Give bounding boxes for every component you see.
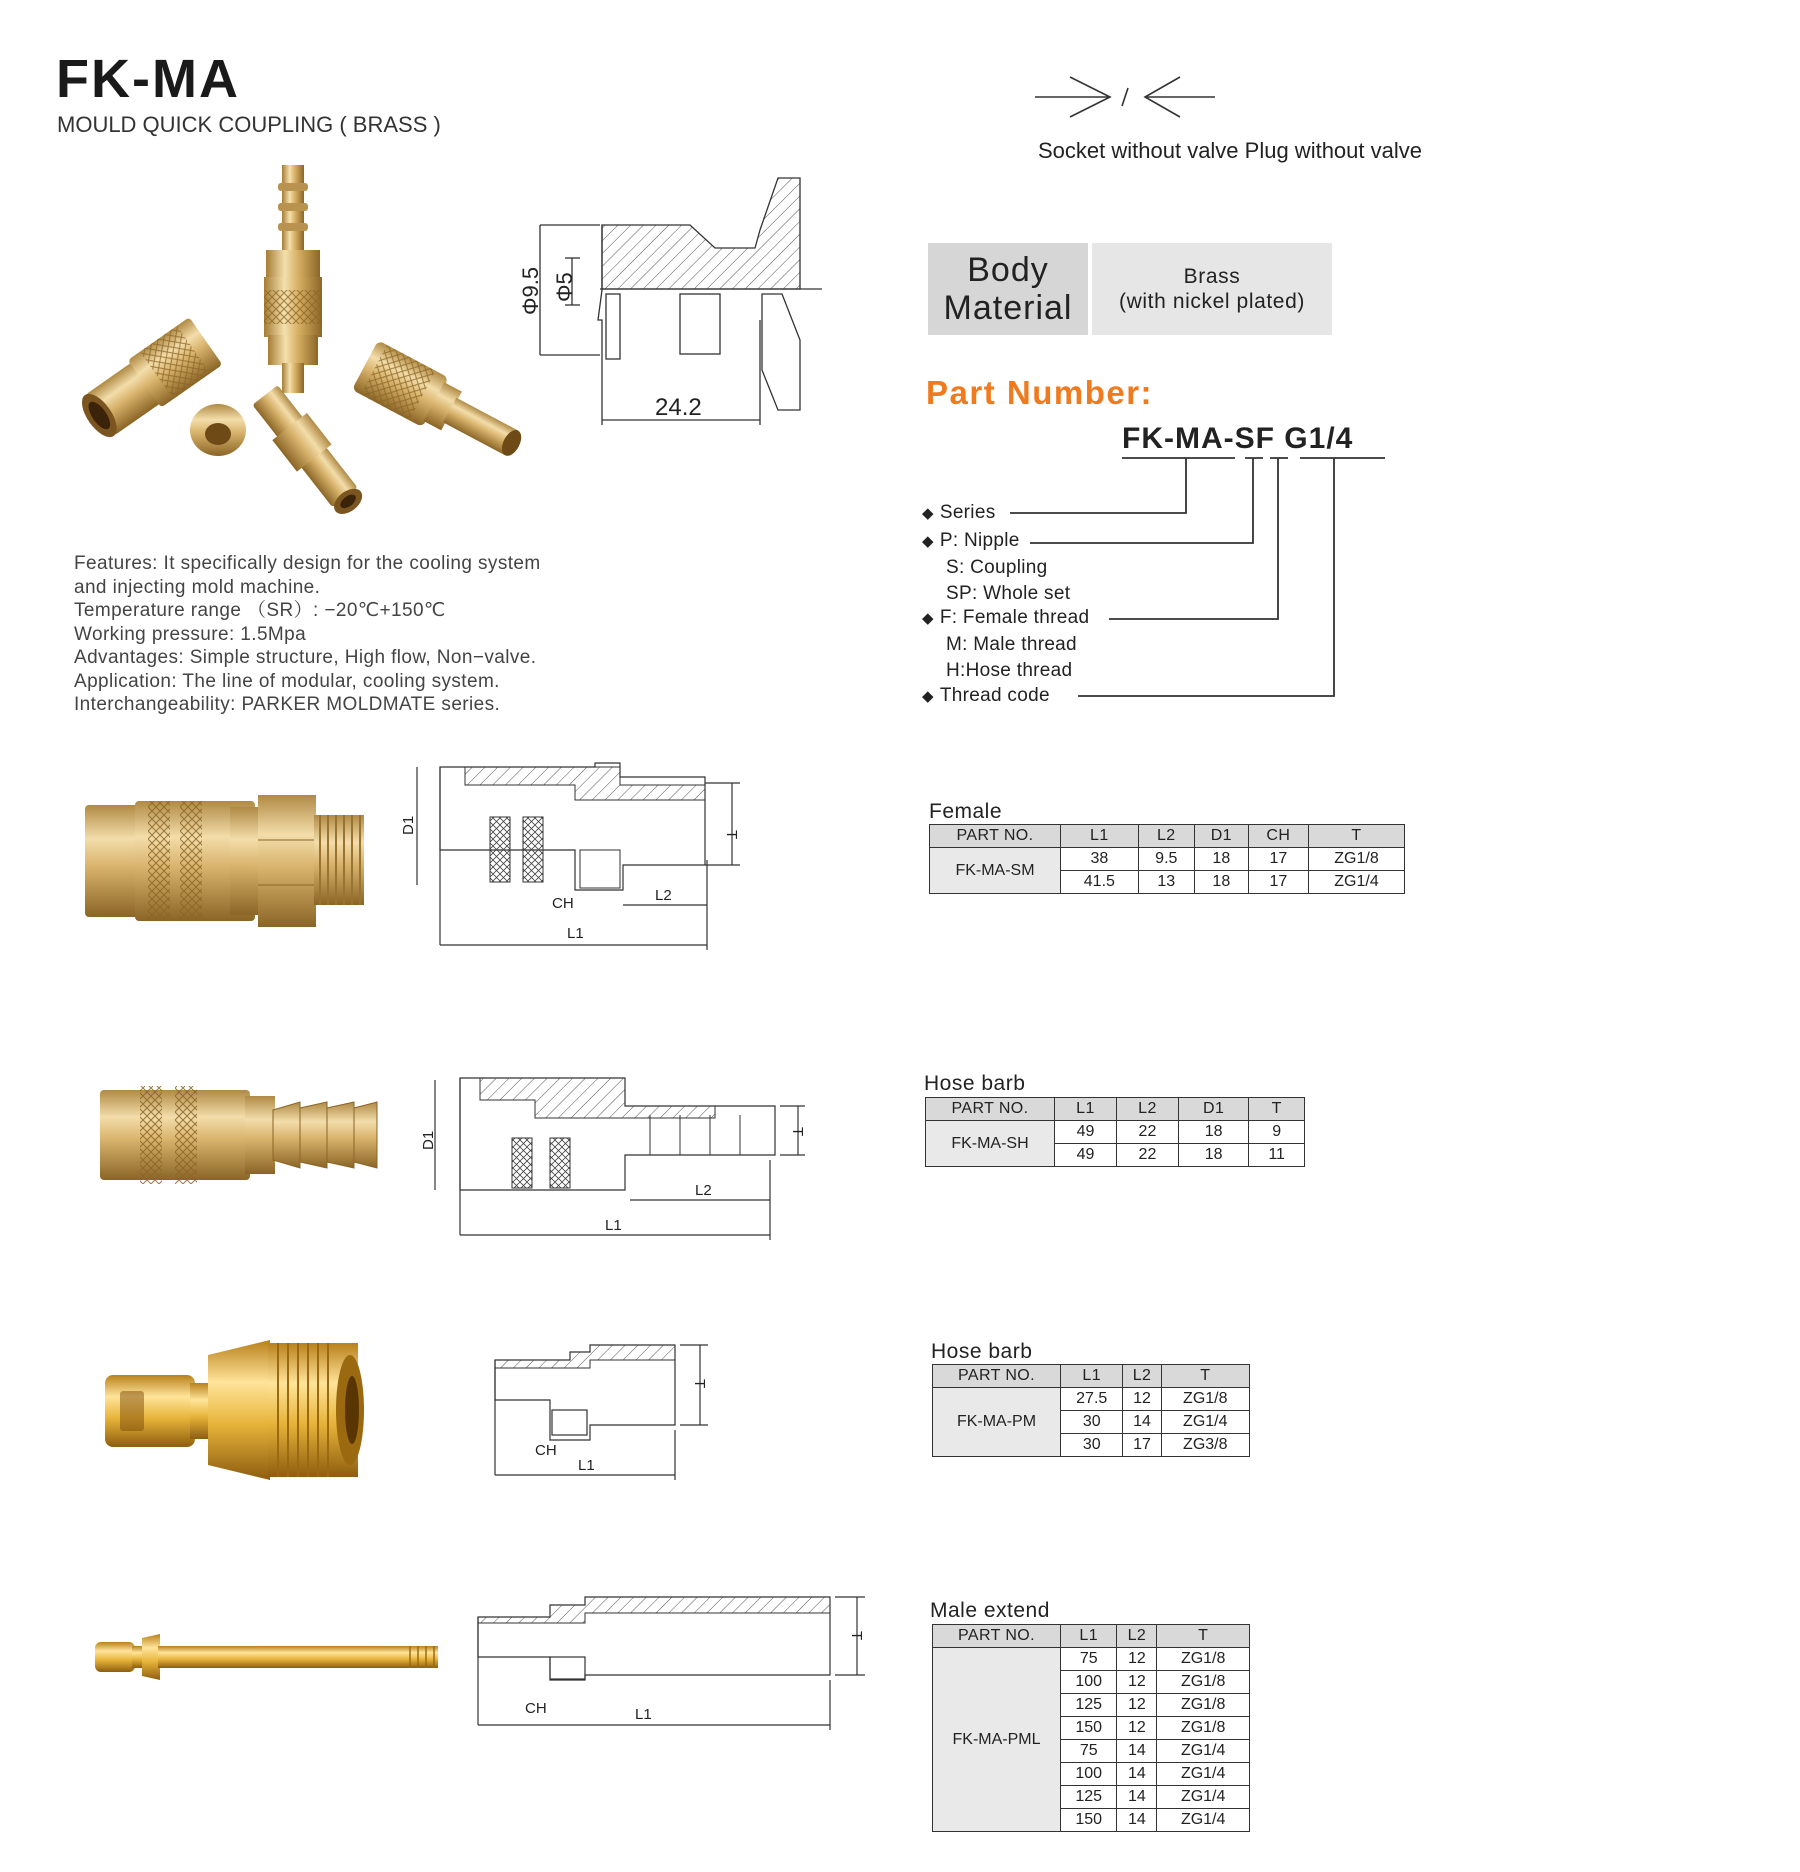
legend-item-6: H:Hose thread: [946, 660, 1073, 681]
table-header: L2: [1123, 1365, 1161, 1388]
table-header: L2: [1116, 1098, 1178, 1121]
label-l2: L2: [655, 887, 672, 904]
table-cell: 30: [1061, 1434, 1123, 1457]
table-cell: 18: [1194, 871, 1248, 894]
spec-table-plug-male: [932, 1364, 1250, 1457]
table-title-hose-barb-socket: Hose barb: [924, 1072, 1026, 1095]
table-cell: 9.5: [1138, 848, 1194, 871]
features-line: Interchangeability: PARKER MOLDMATE series.: [74, 694, 501, 715]
table-row: [933, 1388, 1250, 1411]
table-cell: 17: [1248, 848, 1308, 871]
table-header: PART NO.: [930, 825, 1061, 848]
hose-barb-socket-photo: [95, 1080, 385, 1190]
table-cell: 18: [1178, 1144, 1248, 1167]
table-title-plug-male: Hose barb: [931, 1340, 1033, 1363]
table-cell: ZG1/4: [1157, 1740, 1250, 1763]
label-t: T: [848, 1631, 865, 1641]
table-row: [933, 1648, 1250, 1671]
table-header: L2: [1138, 825, 1194, 848]
part-no-cell: FK-MA-SM: [930, 848, 1061, 894]
table-header: PART NO.: [933, 1625, 1061, 1648]
features-line: Advantages: Simple structure, High flow, Non−valve.: [74, 647, 537, 668]
features-line: Temperature range （SR）: −20℃+150℃: [74, 600, 446, 621]
legend-item-5: M: Male thread: [946, 634, 1077, 655]
label-l1: L1: [605, 1217, 622, 1234]
table-cell: 14: [1117, 1763, 1157, 1786]
table-header: L1: [1061, 825, 1139, 848]
material-value-line2: (with nickel plated): [1119, 290, 1305, 313]
label-l1: L1: [567, 925, 584, 942]
table-cell: ZG1/4: [1309, 871, 1405, 894]
table-header: L1: [1055, 1098, 1117, 1121]
label-ch: CH: [535, 1442, 557, 1459]
table-header: L1: [1061, 1625, 1117, 1648]
table-cell: 18: [1194, 848, 1248, 871]
plug-male-photo: [100, 1335, 370, 1485]
features-line: Features: It specifically design for the cooling system: [74, 553, 541, 574]
table-cell: 22: [1116, 1121, 1178, 1144]
table-cell: ZG1/8: [1157, 1648, 1250, 1671]
table-header: T: [1309, 825, 1405, 848]
dim-length: 24.2: [655, 394, 702, 421]
table-header: L1: [1061, 1365, 1123, 1388]
table-cell: ZG1/8: [1161, 1388, 1249, 1411]
table-cell: 12: [1117, 1694, 1157, 1717]
part-number-heading: Part Number:: [926, 374, 1154, 411]
table-cell: ZG1/4: [1157, 1763, 1250, 1786]
table-row: [926, 1121, 1305, 1144]
table-title-male-extend: Male extend: [930, 1599, 1050, 1622]
table-cell: ZG1/8: [1157, 1717, 1250, 1740]
table-header: L2: [1117, 1625, 1157, 1648]
table-header: D1: [1178, 1098, 1248, 1121]
spec-table-female: [929, 824, 1405, 894]
hose-barb-socket-drawing: [415, 1070, 815, 1250]
part-no-cell: FK-MA-PM: [933, 1388, 1061, 1457]
legend-item-3: SP: Whole set: [946, 583, 1071, 604]
legend-item-0: ◆ Series: [922, 502, 996, 523]
table-cell: 150: [1061, 1717, 1117, 1740]
table-header: T: [1249, 1098, 1305, 1121]
table-cell: 11: [1249, 1144, 1305, 1167]
table-cell: 18: [1178, 1121, 1248, 1144]
table-cell: 75: [1061, 1740, 1117, 1763]
table-cell: 17: [1123, 1434, 1161, 1457]
table-row: [930, 848, 1405, 871]
table-cell: 75: [1061, 1648, 1117, 1671]
table-cell: ZG1/4: [1157, 1786, 1250, 1809]
table-cell: 41.5: [1061, 871, 1139, 894]
label-ch: CH: [525, 1700, 547, 1717]
legend-item-7: ◆ Thread code: [922, 685, 1050, 706]
legend-item-1: ◆ P: Nipple: [922, 530, 1020, 551]
female-coupling-drawing: [395, 755, 755, 955]
label-t: T: [723, 830, 740, 840]
table-header: PART NO.: [933, 1365, 1061, 1388]
label-l1: L1: [635, 1706, 652, 1723]
male-extend-drawing: [470, 1595, 870, 1745]
table-cell: ZG1/8: [1157, 1671, 1250, 1694]
table-header: CH: [1248, 825, 1308, 848]
part-no-cell: FK-MA-SH: [926, 1121, 1055, 1167]
table-cell: ZG1/4: [1161, 1411, 1249, 1434]
table-cell: 12: [1117, 1717, 1157, 1740]
label-ch: CH: [552, 895, 574, 912]
table-cell: 14: [1117, 1740, 1157, 1763]
features-line: Working pressure: 1.5Mpa: [74, 623, 307, 645]
table-cell: 125: [1061, 1694, 1117, 1717]
label-l2: L2: [695, 1182, 712, 1199]
label-t: T: [691, 1379, 708, 1389]
table-cell: 12: [1123, 1388, 1161, 1411]
features-line: Application: The line of modular, cooling system.: [74, 670, 500, 692]
table-cell: 27.5: [1061, 1388, 1123, 1411]
table-cell: 14: [1117, 1786, 1157, 1809]
top-section-drawing: [520, 170, 840, 430]
table-cell: 100: [1061, 1671, 1117, 1694]
table-cell: ZG3/8: [1161, 1434, 1249, 1457]
table-cell: 38: [1061, 848, 1139, 871]
table-cell: 22: [1116, 1144, 1178, 1167]
table-cell: 14: [1123, 1411, 1161, 1434]
material-value-line1: Brass: [1183, 265, 1241, 288]
female-coupling-photo: [80, 795, 370, 930]
legend-item-4: ◆ F: Female thread: [922, 607, 1090, 628]
page-subtitle: MOULD QUICK COUPLING ( BRASS ): [57, 112, 441, 137]
table-cell: 17: [1248, 871, 1308, 894]
table-cell: ZG1/4: [1157, 1809, 1250, 1832]
spec-table-male-extend: [932, 1624, 1250, 1832]
label-d1: D1: [400, 815, 417, 835]
material-label-line1: Body: [967, 251, 1049, 289]
table-cell: 100: [1061, 1763, 1117, 1786]
table-cell: 14: [1117, 1809, 1157, 1832]
table-header: T: [1161, 1365, 1249, 1388]
table-cell: 49: [1055, 1144, 1117, 1167]
table-header: T: [1157, 1625, 1250, 1648]
label-l1: L1: [578, 1457, 595, 1474]
table-cell: 13: [1138, 871, 1194, 894]
label-d1: D1: [420, 1130, 437, 1150]
features-line: and injecting mold machine.: [74, 576, 321, 598]
table-cell: ZG1/8: [1157, 1694, 1250, 1717]
dim-inner-diameter: Φ5: [552, 272, 577, 302]
part-no-cell: FK-MA-PML: [933, 1648, 1061, 1832]
male-extend-photo: [90, 1630, 450, 1685]
part-number-code: FK-MA-SF G1/4: [1122, 422, 1354, 455]
table-cell: 9: [1249, 1121, 1305, 1144]
valve-symbol-label: Socket without valve Plug without valve: [1038, 138, 1422, 163]
table-cell: 30: [1061, 1411, 1123, 1434]
table-cell: 125: [1061, 1786, 1117, 1809]
label-t: T: [789, 1127, 806, 1137]
page-title: FK-MA: [56, 49, 240, 109]
legend-item-2: S: Coupling: [946, 557, 1048, 578]
features-block: [74, 552, 541, 717]
product-group-photo: [60, 160, 530, 530]
plug-male-drawing: [490, 1340, 730, 1490]
table-cell: ZG1/8: [1309, 848, 1405, 871]
dim-outer-diameter: Φ9.5: [518, 266, 543, 315]
table-title-female: Female: [929, 800, 1003, 823]
table-cell: 150: [1061, 1809, 1117, 1832]
table-header: PART NO.: [926, 1098, 1055, 1121]
spec-table-hose-barb-socket: [925, 1097, 1305, 1167]
table-cell: 49: [1055, 1121, 1117, 1144]
table-cell: 12: [1117, 1671, 1157, 1694]
table-header: D1: [1194, 825, 1248, 848]
table-cell: 12: [1117, 1648, 1157, 1671]
material-label-line2: Material: [943, 289, 1073, 327]
